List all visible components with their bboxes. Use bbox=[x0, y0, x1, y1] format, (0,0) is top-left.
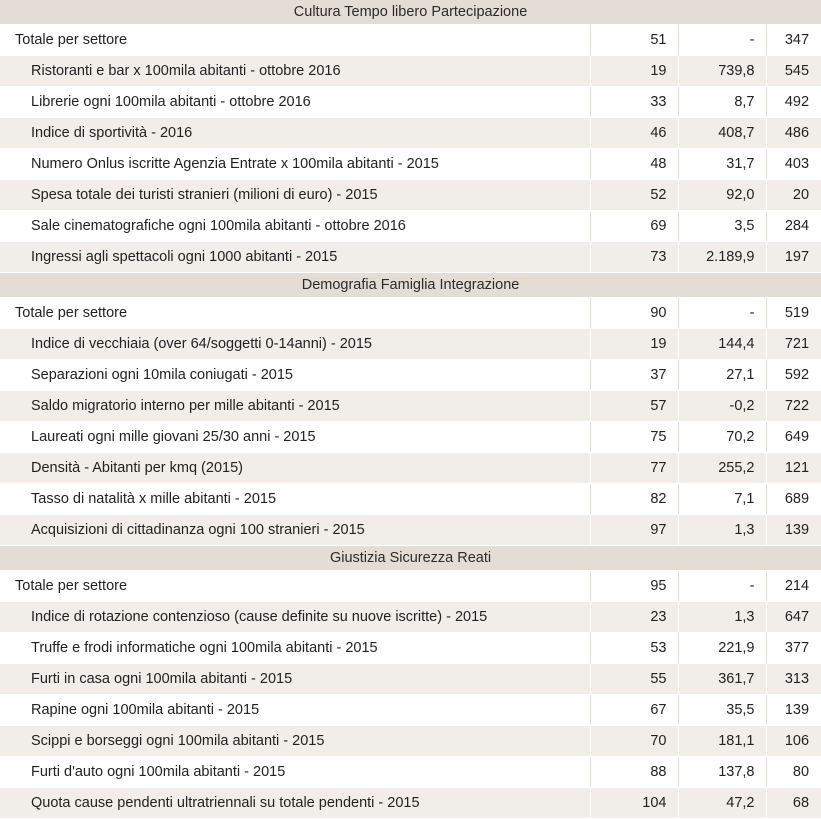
table-row bbox=[0, 242, 821, 273]
table-row bbox=[0, 788, 821, 819]
table-row bbox=[0, 118, 821, 149]
row-label: Totale per settore bbox=[0, 298, 590, 329]
row-score: 313 bbox=[766, 664, 821, 695]
table-row bbox=[0, 633, 821, 664]
row-value: 408,7 bbox=[678, 118, 766, 149]
row-rank: 104 bbox=[590, 788, 678, 819]
row-label: Quota cause pendenti ultratriennali su totale pendenti - 2015 bbox=[0, 788, 590, 819]
section-header bbox=[0, 0, 821, 25]
row-value: 181,1 bbox=[678, 726, 766, 757]
row-score: 80 bbox=[766, 757, 821, 788]
row-value: 1,3 bbox=[678, 515, 766, 546]
row-value: 70,2 bbox=[678, 422, 766, 453]
row-rank: 77 bbox=[590, 453, 678, 484]
row-rank: 48 bbox=[590, 149, 678, 180]
table-row bbox=[0, 757, 821, 788]
row-value: 3,5 bbox=[678, 211, 766, 242]
row-rank: 37 bbox=[590, 360, 678, 391]
row-score: 403 bbox=[766, 149, 821, 180]
row-value: 361,7 bbox=[678, 664, 766, 695]
row-value: 47,2 bbox=[678, 788, 766, 819]
table-row bbox=[0, 515, 821, 546]
row-rank: 23 bbox=[590, 602, 678, 633]
table-row bbox=[0, 211, 821, 242]
row-value: 31,7 bbox=[678, 149, 766, 180]
row-label: Ingressi agli spettacoli ogni 1000 abitanti - 2015 bbox=[0, 242, 590, 273]
row-rank: 90 bbox=[590, 298, 678, 329]
row-score: 649 bbox=[766, 422, 821, 453]
row-value: 1,3 bbox=[678, 602, 766, 633]
row-value: 92,0 bbox=[678, 180, 766, 211]
row-label: Separazioni ogni 10mila coniugati - 2015 bbox=[0, 360, 590, 391]
row-label: Furti d'auto ogni 100mila abitanti - 2015 bbox=[0, 757, 590, 788]
row-label: Laureati ogni mille giovani 25/30 anni - 2015 bbox=[0, 422, 590, 453]
row-value: 7,1 bbox=[678, 484, 766, 515]
row-score: 68 bbox=[766, 788, 821, 819]
row-score: 647 bbox=[766, 602, 821, 633]
row-score: 592 bbox=[766, 360, 821, 391]
table-row bbox=[0, 453, 821, 484]
row-label: Indice di rotazione contenzioso (cause definite su nuove iscritte) - 2015 bbox=[0, 602, 590, 633]
row-label: Furti in casa ogni 100mila abitanti - 2015 bbox=[0, 664, 590, 695]
row-rank: 19 bbox=[590, 329, 678, 360]
section-title: Giustizia Sicurezza Reati bbox=[0, 546, 821, 571]
row-score: 284 bbox=[766, 211, 821, 242]
row-label: Tasso di natalità x mille abitanti - 2015 bbox=[0, 484, 590, 515]
row-score: 492 bbox=[766, 87, 821, 118]
section-header bbox=[0, 273, 821, 298]
row-label: Sale cinematografiche ogni 100mila abitanti - ottobre 2016 bbox=[0, 211, 590, 242]
row-label: Scippi e borseggi ogni 100mila abitanti - 2015 bbox=[0, 726, 590, 757]
section-title: Cultura Tempo libero Partecipazione bbox=[0, 0, 821, 25]
row-score: 721 bbox=[766, 329, 821, 360]
table-row bbox=[0, 180, 821, 211]
row-label: Rapine ogni 100mila abitanti - 2015 bbox=[0, 695, 590, 726]
row-value: - bbox=[678, 25, 766, 56]
row-rank: 19 bbox=[590, 56, 678, 87]
row-score: 214 bbox=[766, 571, 821, 602]
row-rank: 88 bbox=[590, 757, 678, 788]
row-value: 2.189,9 bbox=[678, 242, 766, 273]
row-score: 722 bbox=[766, 391, 821, 422]
table-row bbox=[0, 422, 821, 453]
row-value: 35,5 bbox=[678, 695, 766, 726]
row-label: Numero Onlus iscritte Agenzia Entrate x 100mila abitanti - 2015 bbox=[0, 149, 590, 180]
row-rank: 75 bbox=[590, 422, 678, 453]
row-rank: 51 bbox=[590, 25, 678, 56]
row-score: 347 bbox=[766, 25, 821, 56]
table-row bbox=[0, 360, 821, 391]
row-label: Totale per settore bbox=[0, 25, 590, 56]
row-rank: 53 bbox=[590, 633, 678, 664]
table-row bbox=[0, 664, 821, 695]
row-rank: 82 bbox=[590, 484, 678, 515]
row-rank: 69 bbox=[590, 211, 678, 242]
row-rank: 46 bbox=[590, 118, 678, 149]
row-rank: 57 bbox=[590, 391, 678, 422]
row-score: 486 bbox=[766, 118, 821, 149]
row-score: 689 bbox=[766, 484, 821, 515]
row-score: 139 bbox=[766, 515, 821, 546]
table-row bbox=[0, 391, 821, 422]
row-label: Librerie ogni 100mila abitanti - ottobre 2016 bbox=[0, 87, 590, 118]
row-rank: 70 bbox=[590, 726, 678, 757]
row-value: 8,7 bbox=[678, 87, 766, 118]
row-rank: 67 bbox=[590, 695, 678, 726]
row-score: 545 bbox=[766, 56, 821, 87]
row-value: 144,4 bbox=[678, 329, 766, 360]
row-score: 106 bbox=[766, 726, 821, 757]
row-rank: 73 bbox=[590, 242, 678, 273]
row-value: 137,8 bbox=[678, 757, 766, 788]
row-value: 255,2 bbox=[678, 453, 766, 484]
section-total-row bbox=[0, 298, 821, 329]
row-score: 197 bbox=[766, 242, 821, 273]
row-label: Totale per settore bbox=[0, 571, 590, 602]
row-value: -0,2 bbox=[678, 391, 766, 422]
section-total-row bbox=[0, 25, 821, 56]
row-value: 221,9 bbox=[678, 633, 766, 664]
row-rank: 33 bbox=[590, 87, 678, 118]
row-score: 377 bbox=[766, 633, 821, 664]
table-row bbox=[0, 602, 821, 633]
row-rank: 52 bbox=[590, 180, 678, 211]
table-row bbox=[0, 484, 821, 515]
row-rank: 95 bbox=[590, 571, 678, 602]
row-label: Spesa totale dei turisti stranieri (milioni di euro) - 2015 bbox=[0, 180, 590, 211]
row-label: Densità - Abitanti per kmq (2015) bbox=[0, 453, 590, 484]
row-score: 20 bbox=[766, 180, 821, 211]
row-label: Indice di vecchiaia (over 64/soggetti 0-14anni) - 2015 bbox=[0, 329, 590, 360]
row-value: 739,8 bbox=[678, 56, 766, 87]
section-total-row bbox=[0, 571, 821, 602]
table-row bbox=[0, 87, 821, 118]
row-label: Ristoranti e bar x 100mila abitanti - ottobre 2016 bbox=[0, 56, 590, 87]
section-header bbox=[0, 546, 821, 571]
row-label: Truffe e frodi informatiche ogni 100mila abitanti - 2015 bbox=[0, 633, 590, 664]
table-row bbox=[0, 695, 821, 726]
row-label: Saldo migratorio interno per mille abitanti - 2015 bbox=[0, 391, 590, 422]
section-title: Demografia Famiglia Integrazione bbox=[0, 273, 821, 298]
table-row bbox=[0, 149, 821, 180]
row-rank: 55 bbox=[590, 664, 678, 695]
table-row bbox=[0, 726, 821, 757]
row-rank: 97 bbox=[590, 515, 678, 546]
row-value: - bbox=[678, 298, 766, 329]
row-value: - bbox=[678, 571, 766, 602]
table-row bbox=[0, 56, 821, 87]
row-score: 519 bbox=[766, 298, 821, 329]
row-score: 139 bbox=[766, 695, 821, 726]
row-score: 121 bbox=[766, 453, 821, 484]
row-label: Acquisizioni di cittadinanza ogni 100 stranieri - 2015 bbox=[0, 515, 590, 546]
row-value: 27,1 bbox=[678, 360, 766, 391]
row-label: Indice di sportività - 2016 bbox=[0, 118, 590, 149]
table-row bbox=[0, 329, 821, 360]
